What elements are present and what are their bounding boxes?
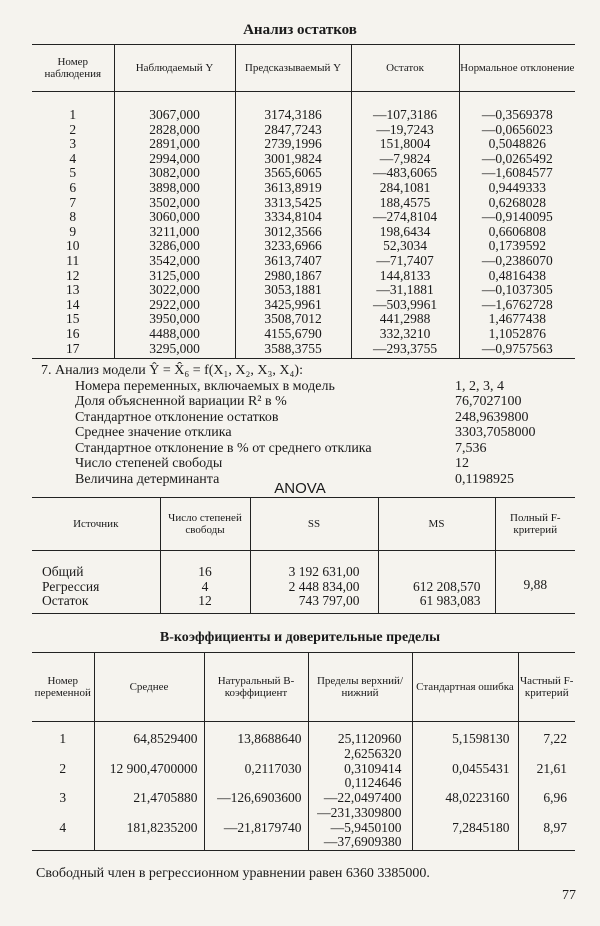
model-value: 76,7027100 <box>455 394 522 409</box>
col-header-observed: Наблюдаемый Y <box>114 45 235 92</box>
b-coef: 13,8688640 <box>237 731 302 746</box>
anova-f-value: 9,88 <box>523 576 548 592</box>
predicted-cell: 3233,6966 <box>264 238 322 254</box>
normal-dev-cell: 1,4677438 <box>488 311 546 327</box>
b-f-cell <box>519 821 568 851</box>
b-col-f: Частный F-критерий <box>518 653 575 722</box>
b-se-cell <box>413 821 510 851</box>
normal-dev-cell: —0,9140095 <box>481 209 553 225</box>
b-mean-cell <box>95 791 198 821</box>
col-header-predicted: Предсказываемый Y <box>235 45 351 92</box>
residual-cell: —483,6065 <box>372 165 438 181</box>
model-heading: 7. Анализ модели Ŷ = X̂₆ = f(X₁, X₂, X₃, X₄): <box>41 363 303 378</box>
b-table-body <box>32 722 575 851</box>
obs-cell: 4 <box>69 150 77 166</box>
residual-column <box>351 92 459 359</box>
observed-cell: 2994,000 <box>149 150 200 166</box>
col-header-normal-dev: Нормальное отклонение <box>459 45 575 92</box>
obs-cell: 11 <box>66 252 80 268</box>
page-number: 77 <box>562 888 576 903</box>
observed-cell: 3950,000 <box>149 311 200 327</box>
obs-cell: 9 <box>69 223 77 239</box>
col-header-obs: Номер наблюдения <box>32 45 114 92</box>
obs-cell: 15 <box>66 311 80 327</box>
predicted-cell: 3508,7012 <box>264 311 322 327</box>
b-ses <box>412 722 518 851</box>
normal-dev-cell: 0,5048826 <box>488 136 546 152</box>
predicted-cell: 3588,3755 <box>264 340 322 356</box>
anova-source: Остаток <box>42 593 89 609</box>
anova-sources <box>32 551 160 614</box>
b-se-cell <box>413 791 510 821</box>
b-means <box>94 722 204 851</box>
b-lower-limit: 2,6256320 <box>344 745 402 761</box>
predicted-cell: 3334,8104 <box>264 209 322 225</box>
residual-cell: 188,4575 <box>379 194 431 210</box>
model-row <box>75 456 469 472</box>
b-upper-limit: 0,3109414 <box>344 760 402 776</box>
obs-cell: 8 <box>69 209 77 225</box>
residual-cell: —274,8104 <box>372 209 438 225</box>
normal-dev-cell: —0,2386070 <box>481 252 553 268</box>
anova-col-f: Полный F-критерий <box>495 498 575 551</box>
model-analysis <box>41 363 536 487</box>
b-col-se: Стандартная ошибка <box>412 653 518 722</box>
normal-dev-column <box>459 92 575 359</box>
b-table-header <box>32 653 575 722</box>
observed-cell: 3082,000 <box>149 165 200 181</box>
model-row <box>75 409 529 426</box>
model-row <box>75 425 536 441</box>
residual-cell: —19,7243 <box>376 121 434 137</box>
anova-body <box>32 551 575 614</box>
residual-cell: 332,3210 <box>379 325 431 341</box>
b-number-cell <box>32 821 94 851</box>
normal-dev-cell: —0,1037305 <box>481 282 553 298</box>
normal-dev-cell: —0,3569378 <box>481 107 553 122</box>
observed-cell: 3898,000 <box>149 179 200 195</box>
b-number: 2 <box>59 760 67 776</box>
normal-dev-cell: —0,0656023 <box>481 121 553 137</box>
predicted-cell: 3001,9824 <box>264 150 322 166</box>
footer-note: Свободный член в регрессионном уравнении равен 6360 3385000. <box>36 866 430 881</box>
residual-cell: 151,8004 <box>379 136 431 152</box>
normal-dev-cell: 0,6606808 <box>488 223 546 239</box>
anova-header <box>32 498 575 551</box>
b-number: 4 <box>59 819 67 835</box>
anova-col-df: Число степеней свободы <box>160 498 250 551</box>
b-coef: —21,8179740 <box>223 819 302 835</box>
b-limits <box>308 722 412 851</box>
b-limit-cell <box>309 732 402 762</box>
model-row <box>75 394 522 410</box>
anova-col-ms: MS <box>378 498 495 551</box>
normal-dev-cell: —0,0265492 <box>481 150 553 166</box>
obs-cell: 6 <box>69 179 77 195</box>
b-coef-cell <box>205 732 302 762</box>
anova-ss-cell: 2 448 834,00 <box>288 578 360 594</box>
residual-cell: —7,9824 <box>379 150 431 166</box>
observed-cell: 2922,000 <box>149 296 200 312</box>
b-mean: 12 900,4700000 <box>109 760 198 776</box>
b-col-mean: Среднее <box>94 653 204 722</box>
obs-cell: 14 <box>66 296 80 312</box>
observed-cell: 3060,000 <box>149 209 200 225</box>
observed-cell: 2828,000 <box>149 121 200 137</box>
residual-cell: —293,3755 <box>372 340 438 356</box>
b-lower-limit: 0,1124646 <box>344 775 402 790</box>
normal-dev-cell: 0,4816438 <box>488 267 546 283</box>
model-row <box>75 440 487 457</box>
normal-dev-cell: —0,9757563 <box>481 340 553 356</box>
model-label: Среднее значение отклика <box>75 425 232 440</box>
residual-cell: 198,6434 <box>379 223 431 239</box>
observed-cell: 3125,000 <box>149 267 200 283</box>
anova-df-cell: 4 <box>201 578 209 594</box>
b-se: 0,0455431 <box>452 760 510 776</box>
anova-ms-cell: 61 983,083 <box>419 593 481 609</box>
residual-cell: —31,1881 <box>376 282 434 298</box>
obs-cell: 17 <box>66 340 80 356</box>
predicted-cell: 3613,7407 <box>264 252 322 268</box>
residual-table <box>32 44 575 359</box>
anova-ss-cell: 743 797,00 <box>298 593 360 609</box>
obs-cell: 3 <box>69 136 77 152</box>
model-row <box>75 378 504 395</box>
b-se: 7,2845180 <box>452 819 510 835</box>
residual-table-body <box>32 92 575 359</box>
residual-cell: —71,7407 <box>376 252 434 268</box>
b-f-cell <box>519 791 568 821</box>
normal-dev-cell: 0,6268028 <box>488 194 546 210</box>
b-coef-cell <box>205 791 302 821</box>
obs-column <box>32 92 114 359</box>
predicted-cell: 3053,1881 <box>264 282 322 298</box>
predicted-cell: 3012,3566 <box>264 223 322 239</box>
predicted-cell: 3313,5425 <box>264 194 322 210</box>
model-label: Стандартное отклонение остатков <box>75 409 279 425</box>
b-f: 8,97 <box>543 819 567 835</box>
b-mean-cell <box>95 732 198 762</box>
col-header-residual: Остаток <box>351 45 459 92</box>
b-limit-cell <box>309 791 402 821</box>
normal-dev-cell: 0,1739592 <box>488 238 546 254</box>
b-f: 21,61 <box>536 760 567 776</box>
observed-cell: 3502,000 <box>149 194 200 210</box>
b-col-limits: Пределы верхний/нижний <box>308 653 412 722</box>
normal-dev-cell: 1,1052876 <box>488 325 546 341</box>
b-coef-cell <box>205 762 302 792</box>
anova-source: Общий <box>42 564 84 579</box>
obs-cell: 1 <box>69 107 77 122</box>
anova-ss <box>250 551 378 614</box>
normal-dev-cell: —1,6762728 <box>481 296 553 312</box>
anova-col-source: Источник <box>32 498 160 551</box>
b-limit-cell <box>309 762 402 792</box>
b-limit-cell <box>309 821 402 851</box>
residual-cell: 52,3034 <box>383 238 427 254</box>
b-mean: 64,8529400 <box>133 731 198 746</box>
model-value: 248,9639800 <box>455 409 529 425</box>
residual-cell: —107,3186 <box>372 107 438 122</box>
b-upper-limit: —22,0497400 <box>323 790 402 805</box>
anova-df-cell: 12 <box>198 593 212 609</box>
obs-cell: 13 <box>66 282 80 298</box>
observed-cell: 4488,000 <box>149 325 200 341</box>
observed-cell: 2891,000 <box>149 136 200 152</box>
b-table-title: B-коэффициенты и доверительные пределы <box>159 630 441 645</box>
observed-cell: 3542,000 <box>149 252 200 268</box>
model-label: Стандартное отклонение в % от среднего отклика <box>75 440 372 456</box>
normal-dev-cell: 0,9449333 <box>488 179 546 195</box>
anova-title: ANOVA <box>274 480 326 497</box>
b-mean-cell <box>95 762 198 792</box>
anova-df <box>160 551 250 614</box>
obs-cell: 10 <box>66 238 80 254</box>
residual-table-title: Анализ остатков <box>243 22 357 38</box>
b-se: 5,1598130 <box>452 731 510 746</box>
predicted-cell: 2739,1996 <box>264 136 322 152</box>
residual-table-header <box>32 45 575 92</box>
observed-cell: 3067,000 <box>149 107 200 122</box>
b-number-cell <box>32 762 94 792</box>
predicted-cell: 2980,1867 <box>264 267 322 283</box>
anova-df-cell: 16 <box>198 564 212 579</box>
obs-cell: 7 <box>69 194 77 210</box>
observed-cell: 3211,000 <box>149 223 200 239</box>
b-mean: 21,4705880 <box>133 790 198 805</box>
obs-cell: 2 <box>69 121 77 137</box>
b-number: 1 <box>59 731 67 746</box>
predicted-cell: 3425,9961 <box>264 296 322 312</box>
predicted-cell: 2847,7243 <box>264 121 322 137</box>
b-f-cell <box>519 732 568 762</box>
observed-cell: 3295,000 <box>149 340 200 356</box>
b-coef: —126,6903600 <box>217 790 302 805</box>
b-se: 48,0223160 <box>445 790 510 805</box>
b-mean: 181,8235200 <box>126 819 198 835</box>
obs-cell: 5 <box>69 165 77 181</box>
residual-cell: —503,9961 <box>372 296 438 312</box>
b-se-cell <box>413 732 510 762</box>
normal-dev-cell: —1,6084577 <box>481 165 553 181</box>
obs-cell: 16 <box>66 325 80 341</box>
observed-column <box>114 92 235 359</box>
model-label: Величина детерминанта <box>75 471 220 487</box>
residual-cell: 144,8133 <box>379 267 431 283</box>
b-se-cell <box>413 762 510 792</box>
predicted-column <box>235 92 351 359</box>
residual-cell: 441,2988 <box>379 311 431 327</box>
predicted-cell: 4155,6790 <box>264 325 322 341</box>
b-number-cell <box>32 732 94 762</box>
b-col-coef: Натуральный B-коэффициент <box>204 653 308 722</box>
model-value: 0,1198925 <box>455 471 514 487</box>
model-label: Число степеней свободы <box>75 456 223 471</box>
model-label: Номера переменных, включаемых в модель <box>75 378 335 394</box>
b-lower-limit: —231,3309800 <box>317 804 402 820</box>
model-value: 12 <box>455 456 469 471</box>
predicted-cell: 3565,6065 <box>264 165 322 181</box>
b-lower-limit: —37,6909380 <box>323 834 402 849</box>
b-f-cell <box>519 762 568 792</box>
b-coef: 0,2117030 <box>244 760 302 776</box>
residual-cell: 284,1081 <box>379 179 431 195</box>
b-upper-limit: 25,1120960 <box>337 731 402 746</box>
b-mean-cell <box>95 821 198 851</box>
b-fs <box>518 722 575 851</box>
anova-ms-cell: 612 208,570 <box>413 578 481 594</box>
b-f: 6,96 <box>543 790 567 805</box>
model-label: Доля объясненной вариации R² в % <box>75 394 287 409</box>
observed-cell: 3022,000 <box>149 282 200 298</box>
anova-ss-cell: 3 192 631,00 <box>288 564 360 579</box>
predicted-cell: 3613,8919 <box>264 179 322 195</box>
obs-cell: 12 <box>66 267 80 283</box>
b-col-number: Номер переменной <box>32 653 94 722</box>
model-value: 3303,7058000 <box>455 425 536 440</box>
model-value: 7,536 <box>455 440 487 456</box>
b-upper-limit: —5,9450100 <box>330 819 402 835</box>
predicted-cell: 3174,3186 <box>264 107 322 122</box>
b-numbers <box>32 722 94 851</box>
b-coef-cell <box>205 821 302 851</box>
b-coefs <box>204 722 308 851</box>
model-value: 1, 2, 3, 4 <box>455 378 504 394</box>
b-coefficients-table <box>32 652 575 851</box>
anova-ms <box>378 551 495 614</box>
anova-col-ss: SS <box>250 498 378 551</box>
observed-cell: 3286,000 <box>149 238 200 254</box>
b-f: 7,22 <box>543 731 567 746</box>
anova-table <box>32 497 575 614</box>
b-number-cell <box>32 791 94 821</box>
anova-ms-cell <box>379 565 481 580</box>
anova-source: Регрессия <box>42 578 100 594</box>
b-number: 3 <box>59 790 67 805</box>
